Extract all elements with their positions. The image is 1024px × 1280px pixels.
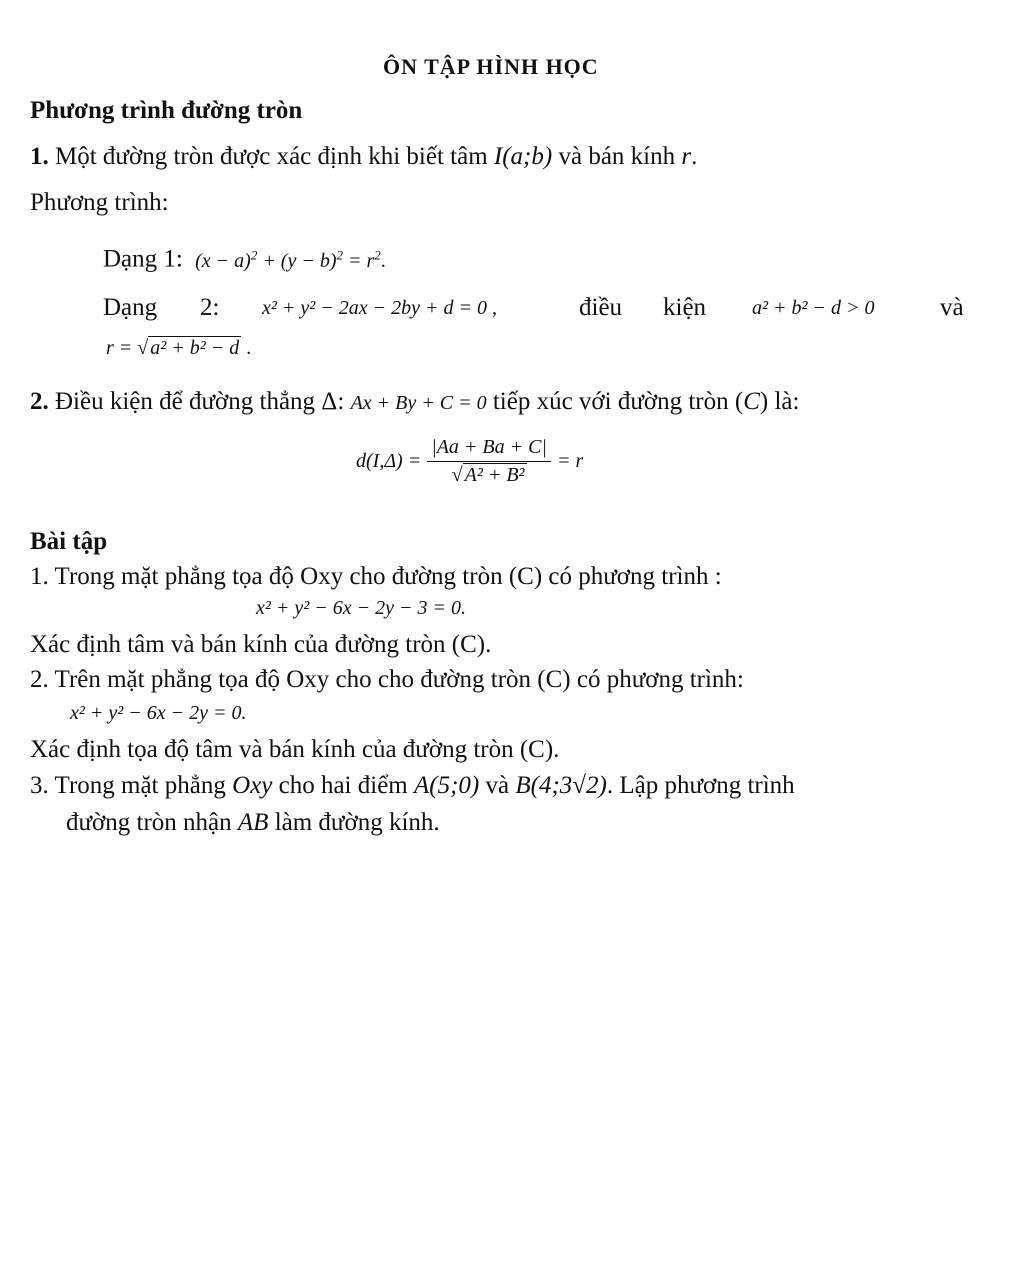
form-2-label-word: Dạng [103, 294, 158, 321]
item-2-number: 2. [30, 388, 49, 415]
distance-formula [356, 436, 583, 487]
exercise-3-point-a: A(5;0) [414, 772, 480, 799]
exercise-3-text-d: . Lập phương trình [606, 772, 795, 799]
item-1-text-b: và bán kính [552, 143, 682, 170]
exercises-heading: Bài tập [30, 528, 108, 555]
item-2-circle: C [743, 388, 760, 415]
form-2-word-dieu: điều [579, 294, 623, 321]
sqrt-icon: √ [137, 337, 149, 359]
form-2-word-va: và [940, 294, 964, 321]
form-2-word-kien: kiện [663, 294, 707, 321]
section-heading-circle-equation: Phương trình đường tròn [30, 97, 303, 124]
distance-numerator: |Aa + Ba + C| [427, 436, 551, 462]
phuong-trinh-label: Phương trình: [30, 189, 169, 216]
item-2-text-a: Điều kiện để đường thẳng Δ: [48, 388, 351, 415]
exercise-3-text-e: đường tròn nhận [66, 809, 238, 836]
item-2 [30, 387, 799, 418]
distance-fraction [427, 436, 551, 487]
item-1-center: I(a;b) [493, 143, 553, 170]
form-1-label: Dạng 1: [103, 245, 183, 273]
item-1 [30, 142, 697, 172]
item-2-text-c: ) là: [759, 388, 800, 415]
form-1-part-b: + (y − b) [257, 249, 337, 272]
exercise-3-oxy: Oxy [232, 772, 273, 799]
distance-rhs: = r [556, 450, 584, 472]
exercise-2-line-2: Xác định tọa độ tâm và bán kính của đường tròn (C). [30, 736, 560, 763]
item-2-line-equation: Ax + By + C = 0 [350, 392, 487, 414]
distance-denominator-radicand: A² + B² [464, 464, 525, 486]
item-1-text-a: Một đường tròn được xác định khi biết tâm [48, 143, 494, 170]
exercise-1-equation: x² + y² − 6x − 2y − 3 = 0. [256, 597, 466, 619]
form-1-exp-c: 2 [374, 247, 381, 262]
exercise-2-equation: x² + y² − 6x − 2y = 0. [70, 702, 247, 724]
exercise-2-line-1: 2. Trên mặt phẳng tọa độ Oxy cho cho đường tròn (C) có phương trình: [30, 666, 744, 693]
exercise-3-text-c: và [479, 772, 516, 799]
sqrt-icon: √ [451, 464, 463, 486]
page-title: ÔN TẬP HÌNH HỌC [383, 54, 599, 79]
item-1-radius: r [681, 143, 692, 170]
form-2-label-number: 2: [200, 294, 220, 321]
exercise-3-line-1 [30, 771, 795, 801]
form-1-end: . [380, 249, 386, 272]
form-2-condition: a² + b² − d > 0 [752, 297, 875, 319]
exercise-3-ab: AB [237, 809, 269, 836]
form-1 [103, 240, 386, 276]
form-2-radius-end: . [241, 337, 252, 359]
form-1-exp-a: 2 [250, 247, 258, 262]
form-1-part-a: (x − a) [195, 249, 251, 272]
form-1-exp-b: 2 [336, 247, 344, 262]
form-2-radius [106, 337, 251, 360]
item-1-text-c: . [691, 143, 698, 170]
exercise-3-text-a: 3. Trong mặt phẳng [30, 772, 233, 799]
exercise-3-text-b: cho hai điểm [272, 772, 414, 799]
exercise-1-line-2: Xác định tâm và bán kính của đường tròn (C). [30, 631, 492, 658]
exercise-3-text-f: làm đường kính. [268, 809, 440, 836]
form-2-radius-lhs: r = [106, 337, 138, 359]
item-1-number: 1. [30, 143, 49, 170]
item-2-text-b: tiếp xúc với đường tròn ( [486, 388, 744, 415]
distance-lhs: d(I,Δ) = [356, 450, 422, 472]
form-2-radius-radicand: a² + b² − d [150, 337, 240, 359]
exercise-3-point-b: B(4;3√2) [515, 772, 607, 799]
distance-denominator [427, 462, 551, 487]
exercise-3-line-2 [66, 808, 440, 838]
exercise-1-line-1: 1. Trong mặt phẳng tọa độ Oxy cho đường tròn (C) có phương trình : [30, 563, 722, 590]
form-1-part-c: = r [343, 249, 375, 272]
form-2-equation: x² + y² − 2ax − 2by + d = 0 , [262, 297, 497, 319]
